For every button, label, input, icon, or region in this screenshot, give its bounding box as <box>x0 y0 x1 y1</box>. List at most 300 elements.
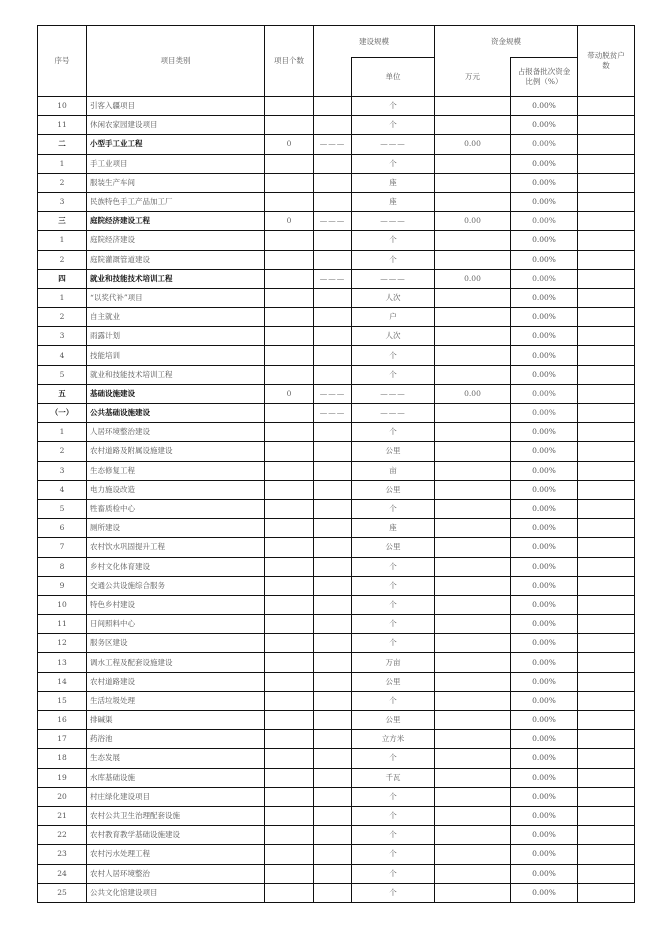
cell-households <box>578 653 635 672</box>
cell-scale <box>314 192 352 211</box>
cell-unit: 公里 <box>352 672 435 691</box>
cell-scale <box>314 691 352 710</box>
cell-seq: 8 <box>38 557 87 576</box>
cell-category: 药浴池 <box>87 730 265 749</box>
table-row <box>38 634 635 653</box>
cell-fund-amount <box>435 749 511 768</box>
cell-count <box>265 634 314 653</box>
cell-fund-amount <box>435 346 511 365</box>
cell-fund-ratio: 0.00% <box>511 653 578 672</box>
cell-unit: ——— <box>352 135 435 154</box>
cell-households <box>578 480 635 499</box>
cell-fund-amount: 0.00 <box>435 212 511 231</box>
cell-unit: 个 <box>352 250 435 269</box>
cell-count <box>265 826 314 845</box>
cell-households <box>578 634 635 653</box>
cell-fund-ratio: 0.00% <box>511 384 578 403</box>
header-count: 项目个数 <box>265 26 314 97</box>
cell-count <box>265 768 314 787</box>
cell-seq: 11 <box>38 615 87 634</box>
cell-households <box>578 864 635 883</box>
cell-count <box>265 97 314 116</box>
cell-count <box>265 557 314 576</box>
cell-scale <box>314 845 352 864</box>
cell-households <box>578 883 635 902</box>
cell-count <box>265 365 314 384</box>
cell-category: 农村人居环境整治 <box>87 864 265 883</box>
cell-fund-amount <box>435 288 511 307</box>
cell-households <box>578 192 635 211</box>
cell-fund-amount <box>435 442 511 461</box>
cell-households <box>578 576 635 595</box>
cell-fund-ratio: 0.00% <box>511 615 578 634</box>
cell-unit: 个 <box>352 557 435 576</box>
cell-seq: 1 <box>38 154 87 173</box>
cell-fund-ratio: 0.00% <box>511 250 578 269</box>
cell-count <box>265 615 314 634</box>
cell-category: 生态发展 <box>87 749 265 768</box>
cell-seq: 10 <box>38 595 87 614</box>
cell-category: 日间照料中心 <box>87 615 265 634</box>
cell-seq: 25 <box>38 883 87 902</box>
cell-seq: 2 <box>38 442 87 461</box>
cell-scale <box>314 499 352 518</box>
cell-fund-amount <box>435 730 511 749</box>
cell-count <box>265 864 314 883</box>
cell-fund-amount <box>435 787 511 806</box>
cell-households <box>578 231 635 250</box>
cell-seq: 1 <box>38 288 87 307</box>
cell-fund-amount <box>435 711 511 730</box>
cell-unit: 个 <box>352 365 435 384</box>
cell-unit: 万亩 <box>352 653 435 672</box>
cell-category: 民族特色手工产品加工厂 <box>87 192 265 211</box>
cell-category: 小型手工业工程 <box>87 135 265 154</box>
cell-fund-ratio: 0.00% <box>511 135 578 154</box>
cell-unit: 个 <box>352 845 435 864</box>
cell-count <box>265 691 314 710</box>
cell-count <box>265 308 314 327</box>
cell-households <box>578 461 635 480</box>
cell-fund-amount <box>435 615 511 634</box>
cell-category: 庭院经济建设 <box>87 231 265 250</box>
table-row <box>38 365 635 384</box>
header-scale-group: 建设规模 <box>314 26 435 58</box>
cell-fund-amount <box>435 768 511 787</box>
cell-count <box>265 519 314 538</box>
cell-scale <box>314 672 352 691</box>
cell-fund-amount <box>435 173 511 192</box>
cell-households <box>578 845 635 864</box>
cell-scale <box>314 615 352 634</box>
cell-unit: 个 <box>352 787 435 806</box>
cell-scale <box>314 480 352 499</box>
cell-scale <box>314 806 352 825</box>
table-row <box>38 653 635 672</box>
cell-category: 就业和技能技术培训工程 <box>87 365 265 384</box>
cell-category: 调水工程及配套设施建设 <box>87 653 265 672</box>
cell-scale <box>314 787 352 806</box>
cell-seq: 9 <box>38 576 87 595</box>
cell-category: 引客入疆项目 <box>87 97 265 116</box>
cell-category: 基础设施建设 <box>87 384 265 403</box>
table-row <box>38 576 635 595</box>
cell-count <box>265 749 314 768</box>
cell-fund-ratio: 0.00% <box>511 768 578 787</box>
cell-unit: 座 <box>352 519 435 538</box>
cell-fund-amount <box>435 883 511 902</box>
table-row <box>38 442 635 461</box>
cell-households <box>578 308 635 327</box>
cell-category: 庭院经济建设工程 <box>87 212 265 231</box>
cell-count <box>265 288 314 307</box>
header-scale-unit: 单位 <box>352 58 435 97</box>
cell-count <box>265 192 314 211</box>
cell-unit: 个 <box>352 883 435 902</box>
cell-scale <box>314 749 352 768</box>
cell-fund-ratio: 0.00% <box>511 691 578 710</box>
cell-category: 排碱渠 <box>87 711 265 730</box>
cell-fund-amount <box>435 806 511 825</box>
cell-fund-ratio: 0.00% <box>511 557 578 576</box>
cell-seq: 17 <box>38 730 87 749</box>
cell-scale <box>314 365 352 384</box>
header-scale-blank <box>314 58 352 97</box>
cell-count <box>265 442 314 461</box>
cell-fund-ratio: 0.00% <box>511 116 578 135</box>
cell-scale <box>314 288 352 307</box>
header-fund-ratio: 占报备批次资金比例（%） <box>511 58 578 97</box>
cell-unit: 个 <box>352 806 435 825</box>
cell-unit: 个 <box>352 423 435 442</box>
cell-unit: 人次 <box>352 288 435 307</box>
cell-scale <box>314 653 352 672</box>
cell-scale <box>314 461 352 480</box>
cell-fund-amount <box>435 365 511 384</box>
cell-households <box>578 711 635 730</box>
cell-seq: 12 <box>38 634 87 653</box>
cell-unit: 亩 <box>352 461 435 480</box>
cell-fund-amount <box>435 480 511 499</box>
cell-count <box>265 653 314 672</box>
cell-households <box>578 595 635 614</box>
cell-seq: 23 <box>38 845 87 864</box>
cell-scale <box>314 154 352 173</box>
cell-households <box>578 615 635 634</box>
cell-category: 农村饮水巩固提升工程 <box>87 538 265 557</box>
cell-seq: 19 <box>38 768 87 787</box>
cell-fund-amount <box>435 327 511 346</box>
cell-count <box>265 845 314 864</box>
table-row <box>38 691 635 710</box>
cell-households <box>578 154 635 173</box>
cell-fund-ratio: 0.00% <box>511 442 578 461</box>
cell-category: 水库基础设施 <box>87 768 265 787</box>
cell-scale <box>314 557 352 576</box>
cell-category: “以奖代补”项目 <box>87 288 265 307</box>
cell-count <box>265 231 314 250</box>
cell-fund-ratio: 0.00% <box>511 806 578 825</box>
cell-seq: 三 <box>38 212 87 231</box>
cell-fund-ratio: 0.00% <box>511 308 578 327</box>
cell-fund-amount <box>435 538 511 557</box>
cell-fund-amount <box>435 576 511 595</box>
cell-fund-ratio: 0.00% <box>511 576 578 595</box>
cell-unit: 公里 <box>352 711 435 730</box>
cell-scale: ——— <box>314 404 352 423</box>
cell-seq: 6 <box>38 519 87 538</box>
cell-category: 农村道路建设 <box>87 672 265 691</box>
table-row <box>38 327 635 346</box>
cell-unit: ——— <box>352 404 435 423</box>
cell-fund-amount <box>435 595 511 614</box>
cell-seq: 3 <box>38 192 87 211</box>
cell-fund-amount <box>435 97 511 116</box>
cell-fund-ratio: 0.00% <box>511 327 578 346</box>
table-row <box>38 404 635 423</box>
cell-scale <box>314 97 352 116</box>
cell-seq: 2 <box>38 173 87 192</box>
cell-seq: 5 <box>38 365 87 384</box>
cell-scale <box>314 864 352 883</box>
cell-category: 农村道路及附属设施建设 <box>87 442 265 461</box>
cell-seq: 2 <box>38 308 87 327</box>
cell-households <box>578 768 635 787</box>
cell-category: 村庄绿化建设项目 <box>87 787 265 806</box>
cell-households <box>578 269 635 288</box>
cell-count <box>265 672 314 691</box>
table-row <box>38 730 635 749</box>
cell-fund-ratio: 0.00% <box>511 231 578 250</box>
cell-unit: 座 <box>352 173 435 192</box>
cell-fund-amount <box>435 461 511 480</box>
cell-unit: 个 <box>352 691 435 710</box>
cell-fund-ratio: 0.00% <box>511 595 578 614</box>
cell-fund-amount <box>435 826 511 845</box>
cell-count <box>265 538 314 557</box>
cell-count <box>265 576 314 595</box>
cell-category: 技能培训 <box>87 346 265 365</box>
cell-fund-ratio: 0.00% <box>511 864 578 883</box>
cell-households <box>578 442 635 461</box>
cell-fund-amount <box>435 653 511 672</box>
cell-seq: 14 <box>38 672 87 691</box>
cell-seq: （一） <box>38 404 87 423</box>
cell-fund-ratio: 0.00% <box>511 97 578 116</box>
cell-count <box>265 154 314 173</box>
cell-category: 公共文化馆建设项目 <box>87 883 265 902</box>
cell-fund-amount <box>435 672 511 691</box>
cell-count: 0 <box>265 135 314 154</box>
cell-fund-amount <box>435 404 511 423</box>
table-row <box>38 711 635 730</box>
cell-unit: 个 <box>352 499 435 518</box>
cell-scale: ——— <box>314 384 352 403</box>
cell-count <box>265 327 314 346</box>
cell-scale <box>314 308 352 327</box>
cell-households <box>578 365 635 384</box>
table-row <box>38 864 635 883</box>
cell-fund-amount <box>435 557 511 576</box>
table-row <box>38 787 635 806</box>
cell-households <box>578 212 635 231</box>
cell-seq: 16 <box>38 711 87 730</box>
cell-scale <box>314 538 352 557</box>
cell-fund-amount: 0.00 <box>435 269 511 288</box>
cell-fund-ratio: 0.00% <box>511 461 578 480</box>
cell-seq: 四 <box>38 269 87 288</box>
cell-category: 公共基础设施建设 <box>87 404 265 423</box>
cell-seq: 4 <box>38 480 87 499</box>
cell-scale <box>314 711 352 730</box>
cell-households <box>578 327 635 346</box>
cell-fund-ratio: 0.00% <box>511 480 578 499</box>
cell-households <box>578 557 635 576</box>
cell-fund-ratio: 0.00% <box>511 212 578 231</box>
cell-fund-amount: 0.00 <box>435 135 511 154</box>
cell-count <box>265 499 314 518</box>
table-row <box>38 480 635 499</box>
cell-households <box>578 135 635 154</box>
cell-fund-amount <box>435 116 511 135</box>
cell-scale <box>314 442 352 461</box>
cell-unit: ——— <box>352 384 435 403</box>
cell-households <box>578 691 635 710</box>
cell-seq: 7 <box>38 538 87 557</box>
cell-scale <box>314 250 352 269</box>
table-row <box>38 212 635 231</box>
table-row <box>38 845 635 864</box>
header-seq: 序号 <box>38 26 87 97</box>
cell-scale <box>314 519 352 538</box>
cell-fund-ratio: 0.00% <box>511 423 578 442</box>
cell-count <box>265 404 314 423</box>
cell-unit: 户 <box>352 308 435 327</box>
cell-scale: ——— <box>314 212 352 231</box>
cell-households <box>578 806 635 825</box>
cell-count <box>265 269 314 288</box>
cell-scale: ——— <box>314 269 352 288</box>
cell-seq: 13 <box>38 653 87 672</box>
table-row <box>38 173 635 192</box>
cell-unit: ——— <box>352 212 435 231</box>
table-row <box>38 672 635 691</box>
cell-fund-amount <box>435 845 511 864</box>
cell-fund-amount <box>435 691 511 710</box>
cell-seq: 5 <box>38 499 87 518</box>
cell-seq: 18 <box>38 749 87 768</box>
cell-unit: 个 <box>352 576 435 595</box>
cell-seq: 3 <box>38 327 87 346</box>
cell-category: 特色乡村建设 <box>87 595 265 614</box>
cell-unit: 公里 <box>352 442 435 461</box>
cell-fund-ratio: 0.00% <box>511 787 578 806</box>
cell-households <box>578 730 635 749</box>
cell-category: 人居环境整治建设 <box>87 423 265 442</box>
cell-households <box>578 499 635 518</box>
table-row <box>38 768 635 787</box>
cell-scale <box>314 595 352 614</box>
cell-households <box>578 384 635 403</box>
cell-households <box>578 346 635 365</box>
table-row <box>38 595 635 614</box>
cell-unit: 个 <box>352 826 435 845</box>
cell-category: 庭院灌溉管道建设 <box>87 250 265 269</box>
cell-seq: 1 <box>38 231 87 250</box>
cell-fund-ratio: 0.00% <box>511 845 578 864</box>
table-row <box>38 288 635 307</box>
cell-fund-ratio: 0.00% <box>511 192 578 211</box>
cell-count: 0 <box>265 212 314 231</box>
cell-count <box>265 116 314 135</box>
table-row <box>38 883 635 902</box>
table-row <box>38 231 635 250</box>
cell-seq: 二 <box>38 135 87 154</box>
cell-category: 农村公共卫生治理配套设施 <box>87 806 265 825</box>
cell-fund-amount <box>435 250 511 269</box>
cell-unit: 个 <box>352 116 435 135</box>
cell-fund-ratio: 0.00% <box>511 730 578 749</box>
cell-count <box>265 461 314 480</box>
table-row <box>38 269 635 288</box>
cell-fund-ratio: 0.00% <box>511 154 578 173</box>
table-row <box>38 461 635 480</box>
cell-seq: 21 <box>38 806 87 825</box>
cell-households <box>578 116 635 135</box>
table-row <box>38 154 635 173</box>
cell-scale <box>314 327 352 346</box>
cell-category: 乡村文化体育建设 <box>87 557 265 576</box>
header-category: 项目类别 <box>87 26 265 97</box>
table-row <box>38 423 635 442</box>
cell-unit: 公里 <box>352 538 435 557</box>
cell-fund-ratio: 0.00% <box>511 173 578 192</box>
cell-seq: 2 <box>38 250 87 269</box>
cell-fund-ratio: 0.00% <box>511 538 578 557</box>
cell-unit: 个 <box>352 864 435 883</box>
table-row <box>38 250 635 269</box>
cell-seq: 五 <box>38 384 87 403</box>
cell-count <box>265 595 314 614</box>
cell-scale <box>314 116 352 135</box>
project-summary-table <box>37 25 635 903</box>
cell-seq: 24 <box>38 864 87 883</box>
cell-households <box>578 97 635 116</box>
cell-unit: 立方米 <box>352 730 435 749</box>
cell-fund-ratio: 0.00% <box>511 365 578 384</box>
cell-households <box>578 288 635 307</box>
cell-category: 交通公共设施综合服务 <box>87 576 265 595</box>
table-row <box>38 519 635 538</box>
table-row <box>38 135 635 154</box>
header-fund-group: 资金规模 <box>435 26 578 58</box>
cell-unit: ——— <box>352 269 435 288</box>
header-households: 带动脱贫户数 <box>578 26 635 97</box>
cell-scale <box>314 768 352 787</box>
table-row <box>38 615 635 634</box>
cell-seq: 15 <box>38 691 87 710</box>
cell-fund-ratio: 0.00% <box>511 346 578 365</box>
cell-fund-amount <box>435 423 511 442</box>
cell-scale <box>314 576 352 595</box>
cell-category: 自主就业 <box>87 308 265 327</box>
cell-fund-amount <box>435 864 511 883</box>
cell-category: 农村教育教学基础设施建设 <box>87 826 265 845</box>
cell-fund-amount <box>435 519 511 538</box>
header-fund-amount: 万元 <box>435 58 511 97</box>
cell-category: 休闲农家园建设项目 <box>87 116 265 135</box>
cell-fund-amount <box>435 308 511 327</box>
